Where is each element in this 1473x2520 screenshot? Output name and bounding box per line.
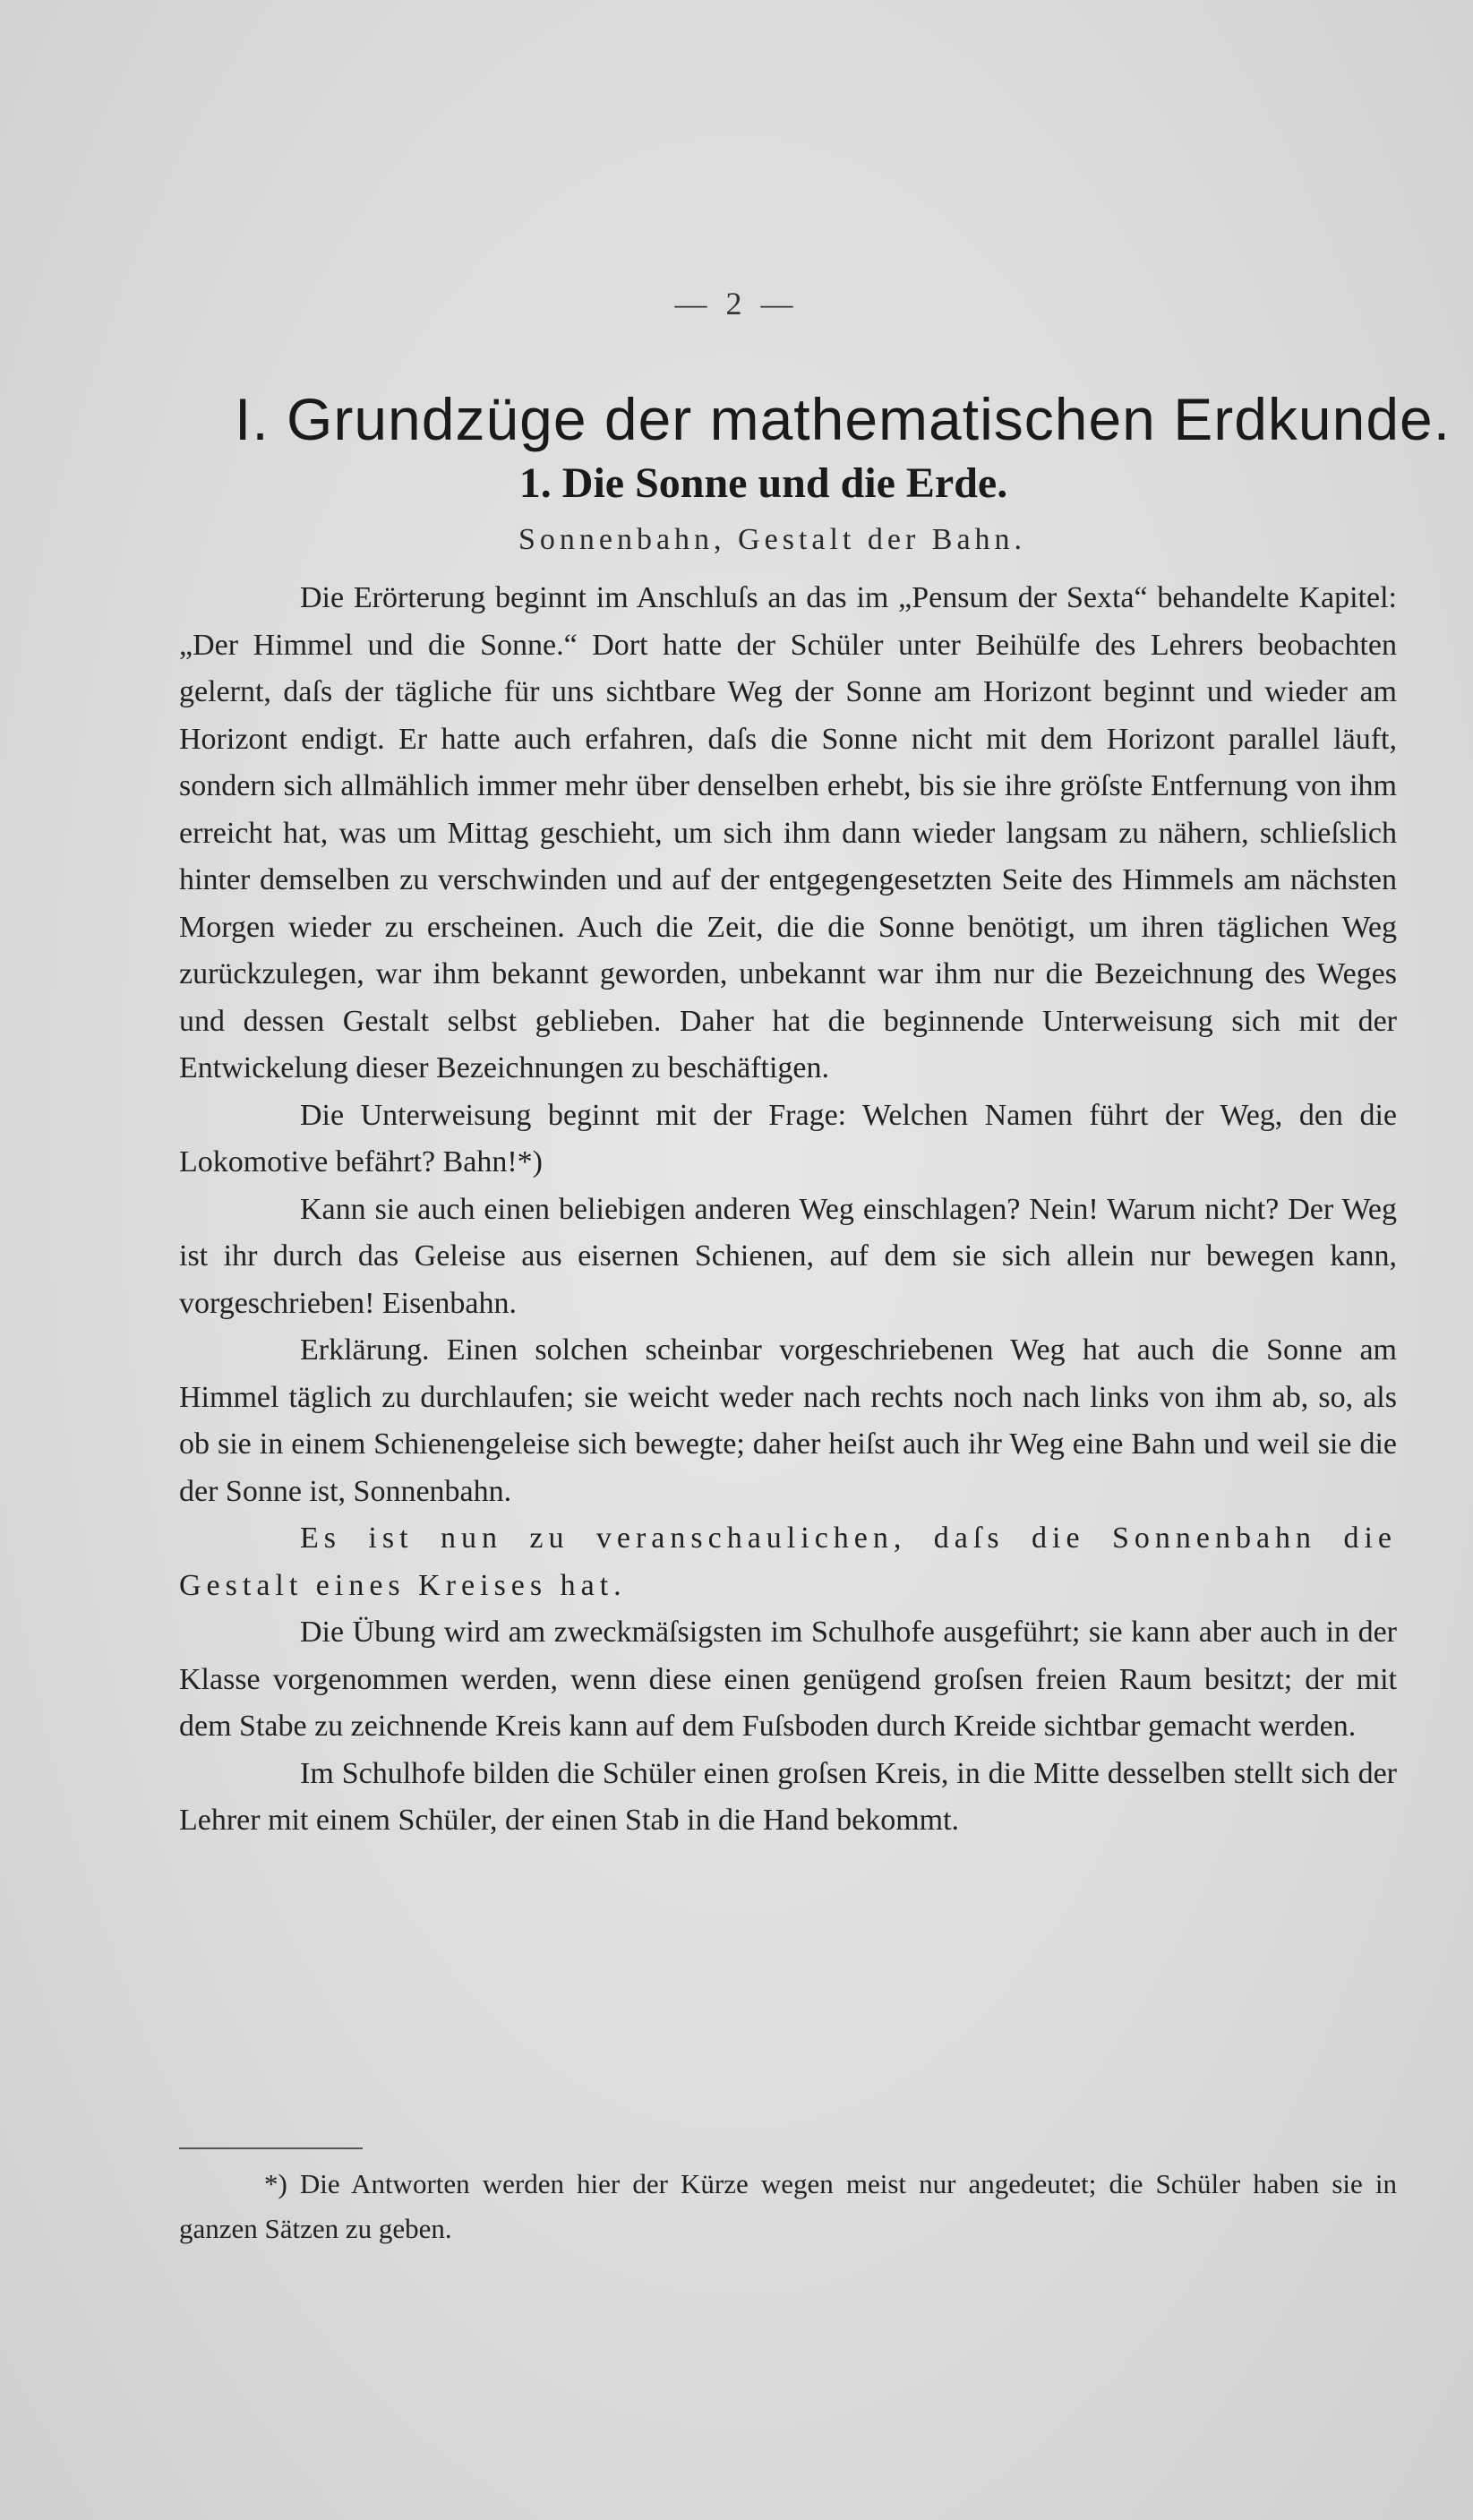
- paragraph-5: Es ist nun zu veranschaulichen, daſs die Sonnenbahn die Gestalt eines Kreises hat.: [179, 1521, 1397, 1602]
- footnote-rule: [179, 2147, 363, 2149]
- chapter-title: I. Grundzüge der mathematischen Erdkunde.: [235, 386, 1452, 452]
- paragraph-4: Erklärung. Einen solchen scheinbar vorgeschriebenen Weg hat auch die Sonne am Himmel täglich zu durchlaufen; sie weicht weder nach rechts noch nach links von ihm ab, so, als ob sie in einem Schienengeleise sich bewegte; daher heiſst auch ihr Weg eine Bahn und weil sie die der Sonne ist, Sonnenbahn.: [179, 1333, 1397, 1508]
- paragraph-1: Die Erörterung beginnt im Anschluſs an das im „Pensum der Sexta“ behandelte Kapitel: „Der Himmel und die Sonne.“ Dort hatte der Schüler unter Beihülfe des Lehrers beobachten gelernt, daſs der tägliche für uns sichtbare Weg der Sonne am Horizont beginnt und wieder am Horizont endigt. Er hatte auch erfahren, daſs die Sonne nicht mit dem Horizont parallel läuft, sondern sich allmählich immer mehr über denselben erhebt, bis sie ihre gröſste Entfernung von ihm erreicht hat, was um Mittag geschieht, um sich ihm dann wieder langsam zu nähern, schlieſslich hinter demselben zu verschwinden und auf der entgegengesetzten Seite des Himmels am nächsten Morgen wieder zu erscheinen. Auch die Zeit, die die Sonne benötigt, um ihren täglichen Weg zurückzulegen, war ihm bekannt geworden, unbekannt war ihm nur die Bezeichnung des Weges und dessen Gestalt selbst geblieben. Daher hat die beginnende Unterweisung sich mit der Entwickelung dieser Bezeichnungen zu beschäftigen.: [179, 581, 1397, 1084]
- paragraph-7: Im Schulhofe bilden die Schüler einen groſsen Kreis, in die Mitte desselben stellt sich der Lehrer mit einem Schüler, der einen Stab in die Hand bekommt.: [179, 1756, 1397, 1837]
- body-text: [179, 575, 1397, 1845]
- section-title: 1. Die Sonne und die Erde.: [518, 459, 1008, 507]
- paragraph-3: Kann sie auch einen beliebigen anderen Weg einschlagen? Nein! Warum nicht? Der Weg ist ihr durch das Geleise aus eisernen Schienen, auf dem sie sich allein nur bewegen kann, vorgeschrieben! Eisenbahn.: [179, 1192, 1397, 1320]
- footnote: *) Die Antworten werden hier der Kürze wegen meist nur angedeutet; die Schüler haben sie in ganzen Sätzen zu geben.: [179, 2168, 1397, 2244]
- paragraph-2: Die Unterweisung beginnt mit der Frage: Welchen Namen führt der Weg, den die Lokomotive befährt? Bahn!*): [179, 1098, 1397, 1179]
- paragraph-6: Die Übung wird am zweckmäſsigsten im Schulhofe ausgeführt; sie kann aber auch in der Klasse vorgenommen werden, wenn diese einen genügend groſsen freien Raum besitzt; der mit dem Stabe zu zeichnende Kreis kann auf dem Fuſsboden durch Kreide sichtbar gemacht werden.: [179, 1616, 1397, 1743]
- page-number: — 2 —: [674, 286, 799, 321]
- section-subtitle: Sonnenbahn, Gestalt der Bahn.: [518, 523, 1027, 556]
